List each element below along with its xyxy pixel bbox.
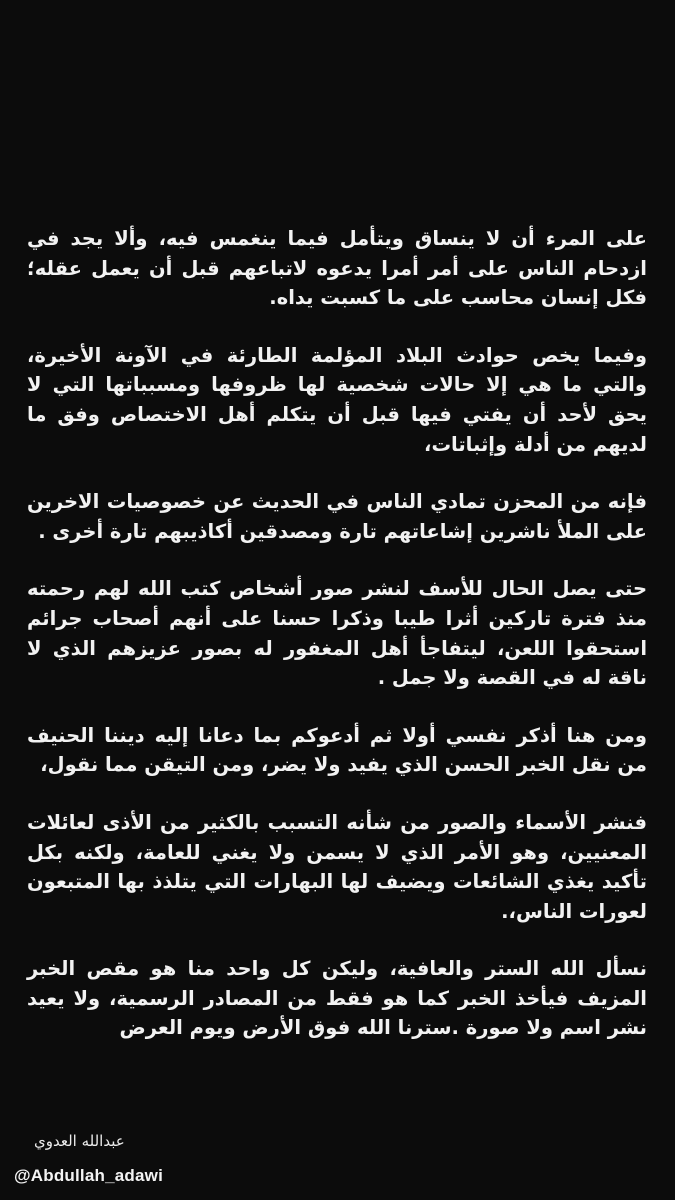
paragraph-4: حتى يصل الحال للأسف لنشر صور أشخاص كتب الله لهم رحمته منذ فترة تاركين أثرا طيبا وذكرا حسنا على أنهم أصحاب جرائم استحقوا اللعن، ليتفاجأ أهل المغفور له بصور عزيزهم الذي لا ناقة له في القصة ولا جمل . xyxy=(27,577,647,690)
post-body xyxy=(27,224,647,1071)
paragraph-3: فإنه من المحزن تمادي الناس في الحديث عن خصوصيات الاخرين على الملأ ناشرين إشاعاتهم تارة ومصدقين أكاذيبهم تارة أخرى . xyxy=(27,490,647,543)
paragraph-2: وفيما يخص حوادث البلاد المؤلمة الطارئة في الآونة الأخيرة، والتي ما هي إلا حالات شخصية لها ظروفها ومسبباتها التي لا يحق لأحد أن يفتي فيها قبل أن يتكلم أهل الاختصاص وفق ما لديهم من أدلة وإثباتات، xyxy=(27,343,647,456)
paragraph-7: نسأل الله الستر والعافية، وليكن كل واحد منا هو مقص الخبر المزيف فيأخذ الخبر كما هو فقط من المصادر الرسمية، ولا يعيد نشر اسم ولا صورة .سترنا الله فوق الأرض ويوم العرض xyxy=(27,957,647,1040)
author-handle[interactable]: @Abdullah_adawi xyxy=(14,1166,163,1185)
paragraph-1: على المرء أن لا ينساق ويتأمل فيما ينغمس فيه، وألا يجد في ازدحام الناس على أمر أمرا يدعوه لاتباعهم قبل أن يعمل عقله؛ فكل إنسان محاسب على ما كسبت يداه. xyxy=(27,227,647,310)
paragraph-5: ومن هنا أذكر نفسي أولا ثم أدعوكم بما دعانا إليه ديننا الحنيف من نقل الخبر الحسن الذي يفيد ولا يضر، ومن التيقن مما نقول، xyxy=(27,723,647,777)
paragraph-6: فنشر الأسماء والصور من شأنه التسبب بالكثير من الأذى لعائلات المعنيين، وهو الأمر الذي لا يسمن ولا يغني للعامة، ولكنه بكل تأكيد يغذي الشائعات ويضيف لها البهارات التي يتلذذ بها المتبعون لعورات الناس،. xyxy=(27,810,647,923)
author-signature: عبدالله العدوي xyxy=(34,1132,125,1150)
